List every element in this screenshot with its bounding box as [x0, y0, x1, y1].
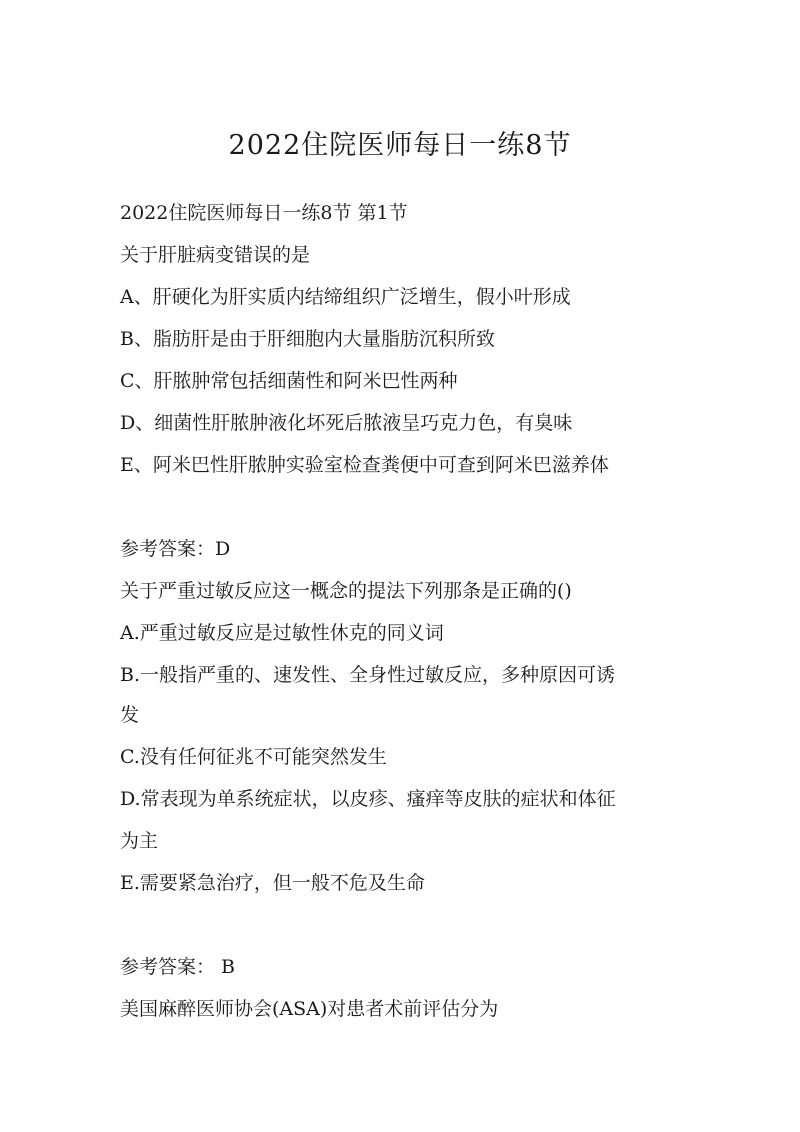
- question-2-option-e: E.需要紧急治疗，但一般不危及生命: [120, 872, 425, 894]
- question-1-stem: 关于肝脏病变错误的是: [120, 244, 311, 266]
- question-2-option-c: C.没有任何征兆不可能突然发生: [120, 746, 387, 768]
- question-2-answer: 参考答案： B: [120, 956, 236, 978]
- question-2-option-b-continued: 发: [120, 704, 140, 726]
- question-1-option-a: A、肝硬化为肝实质内结缔组织广泛增生，假小叶形成: [120, 286, 571, 308]
- question-2-option-a: A.严重过敏反应是过敏性休克的同义词: [120, 622, 444, 644]
- question-3-stem: 美国麻醉医师协会(ASA)对患者术前评估分为: [120, 998, 499, 1020]
- question-2-option-d-continued: 为主: [120, 830, 159, 852]
- question-1-option-b: B、脂肪肝是由于肝细胞内大量脂肪沉积所致: [120, 328, 495, 350]
- question-2-option-b: B.一般指严重的、速发性、全身性过敏反应，多种原因可诱: [120, 664, 616, 686]
- section-heading: 2022住院医师每日一练8节 第1节: [120, 202, 408, 224]
- document-title: 2022住院医师每日一练8节: [228, 130, 572, 161]
- question-1-option-d: D、细菌性肝脓肿液化坏死后脓液呈巧克力色，有臭味: [120, 412, 573, 434]
- question-1-option-c: C、肝脓肿常包括细菌性和阿米巴性两种: [120, 370, 458, 392]
- question-1-answer: 参考答案：D: [120, 538, 231, 560]
- question-1-option-e: E、阿米巴性肝脓肿实验室检查粪便中可查到阿米巴滋养体: [120, 454, 609, 476]
- question-2-stem: 关于严重过敏反应这一概念的提法下列那条是正确的(): [120, 580, 572, 602]
- question-2-option-d: D.常表现为单系统症状，以皮疹、瘙痒等皮肤的症状和体征: [120, 788, 616, 810]
